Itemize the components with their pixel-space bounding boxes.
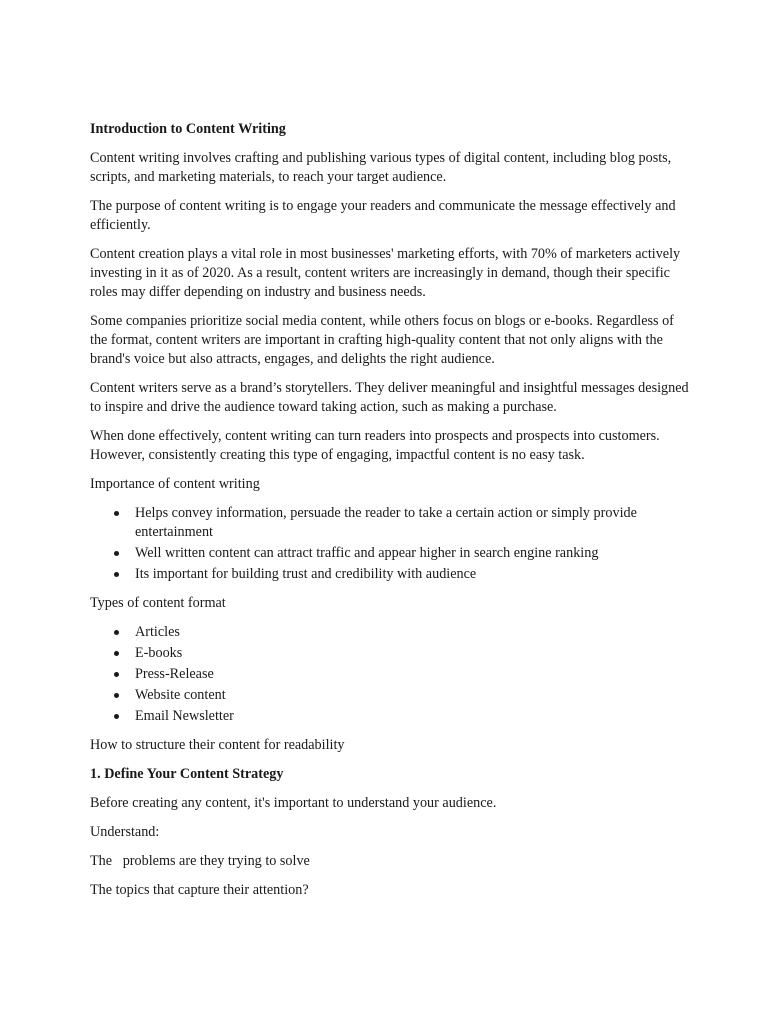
list-item: Email Newsletter [90, 707, 690, 726]
paragraph: When done effectively, content writing can turn readers into prospects and prospects into customers. However, consistently creating this type of engaging, impactful content is no easy task. [90, 428, 660, 463]
types-heading: Types of content format [90, 595, 226, 611]
list-item: Helps convey information, persuade the reader to take a certain action or simply provide entertainment [90, 504, 690, 542]
structure-heading: How to structure their content for readability [90, 737, 345, 753]
paragraph: Some companies prioritize social media content, while others focus on blogs or e-books. Regardless of the format, content writers are important in crafting high-quality content that not only aligns with the brand's voice but also attracts, engages, and delights the right audience. [90, 313, 674, 367]
section-1-paragraph: Before creating any content, it's important to understand your audience. [90, 795, 497, 811]
document-page [90, 120, 690, 910]
understand-line: The problems are they trying to solve [90, 853, 310, 869]
section-1-title: 1. Define Your Content Strategy [90, 766, 284, 782]
paragraph: The purpose of content writing is to engage your readers and communicate the message effectively and efficiently. [90, 198, 676, 233]
list-item: Press-Release [90, 665, 690, 684]
list-item: Its important for building trust and credibility with audience [90, 565, 690, 584]
paragraph: Content writing involves crafting and publishing various types of digital content, including blog posts, scripts, and marketing materials, to reach your target audience. [90, 150, 672, 185]
paragraph: Content writers serve as a brand’s storytellers. They deliver meaningful and insightful messages designed to inspire and drive the audience toward taking action, such as making a purchase. [90, 380, 689, 415]
types-list [90, 623, 690, 726]
list-item: Website content [90, 686, 690, 705]
list-item: Well written content can attract traffic and appear higher in search engine ranking [90, 544, 690, 563]
list-item: E-books [90, 644, 690, 663]
paragraph: Content creation plays a vital role in most businesses' marketing efforts, with 70% of marketers actively investing in it as of 2020. As a result, content writers are increasingly in demand, though their specific roles may differ depending on industry and business needs. [90, 246, 681, 300]
list-item: Articles [90, 623, 690, 642]
importance-heading: Importance of content writing [90, 476, 260, 492]
document-title: Introduction to Content Writing [90, 121, 286, 137]
understand-line: The topics that capture their attention? [90, 882, 309, 898]
importance-list [90, 504, 690, 584]
understand-label: Understand: [90, 824, 160, 840]
